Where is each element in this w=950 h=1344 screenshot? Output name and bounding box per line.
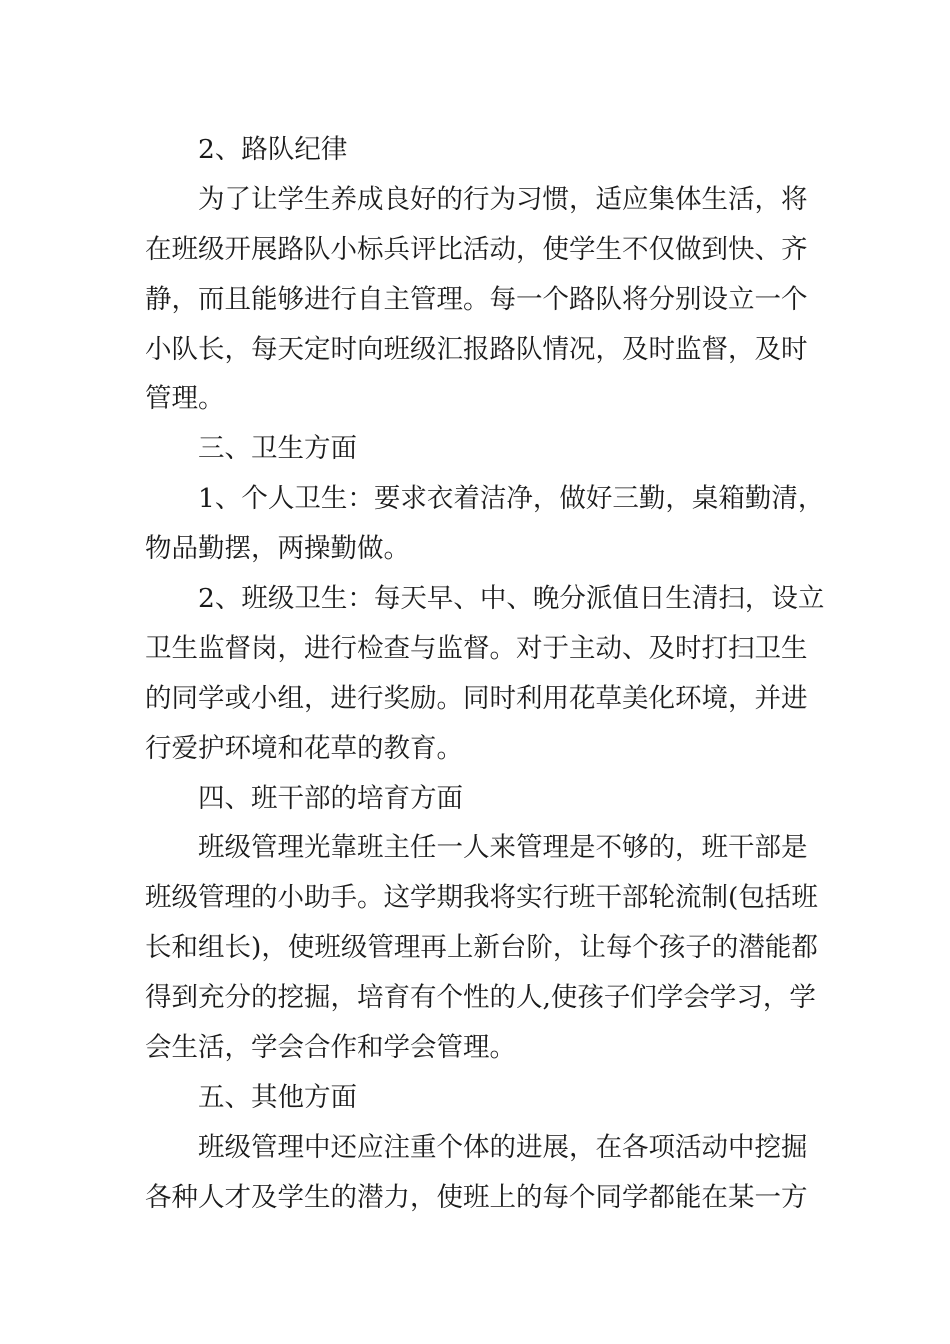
section-heading-class-cadres: 四、班干部的培育方面 [198,782,463,814]
paragraph-line: 1、个人卫生：要求衣着洁净，做好三勤，桌箱勤清， [198,483,825,515]
section-heading-hygiene: 三、卫生方面 [198,433,357,465]
paragraph-line: 2、班级卫生：每天早、中、晚分派值日生清扫，设立 [198,583,825,615]
paragraph-line: 班级管理的小助手。这学期我将实行班干部轮流制(包括班 [145,882,818,914]
paragraph-line: 班级管理光靠班主任一人来管理是不够的，班干部是 [198,832,808,864]
paragraph-line: 小队长，每天定时向班级汇报路队情况，及时监督，及时 [145,333,808,365]
paragraph-line: 卫生监督岗，进行检查与监督。对于主动、及时打扫卫生 [145,632,808,664]
paragraph-line: 得到充分的挖掘，培育有个性的人,使孩子们学会学习，学 [145,982,816,1014]
section-heading-other: 五、其他方面 [198,1081,357,1113]
paragraph-line: 班级管理中还应注重个体的进展，在各项活动中挖掘 [198,1131,808,1163]
paragraph-line: 的同学或小组，进行奖励。同时利用花草美化环境，并进 [145,682,808,714]
heading-line-2-route-discipline: 2、路队纪律 [198,134,348,165]
paragraph-line: 物品勤摆，两操勤做。 [145,533,410,565]
paragraph-line: 静，而且能够进行自主管理。每一个路队将分别设立一个 [145,283,808,315]
paragraph-line: 会生活，学会合作和学会管理。 [145,1032,516,1064]
document-body [145,125,825,1223]
paragraph-line: 管理。 [145,383,225,415]
paragraph-line: 长和组长)，使班级管理再上新台阶，让每个孩子的潜能都 [145,932,818,964]
paragraph-line: 各种人才及学生的潜力，使班上的每个同学都能在某一方 [145,1181,808,1213]
paragraph-line: 行爱护环境和花草的教育。 [145,732,463,764]
paragraph-line: 为了让学生养成良好的行为习惯，适应集体生活，将 [198,183,808,215]
paragraph-line: 在班级开展路队小标兵评比活动，使学生不仅做到快、齐 [145,233,808,265]
